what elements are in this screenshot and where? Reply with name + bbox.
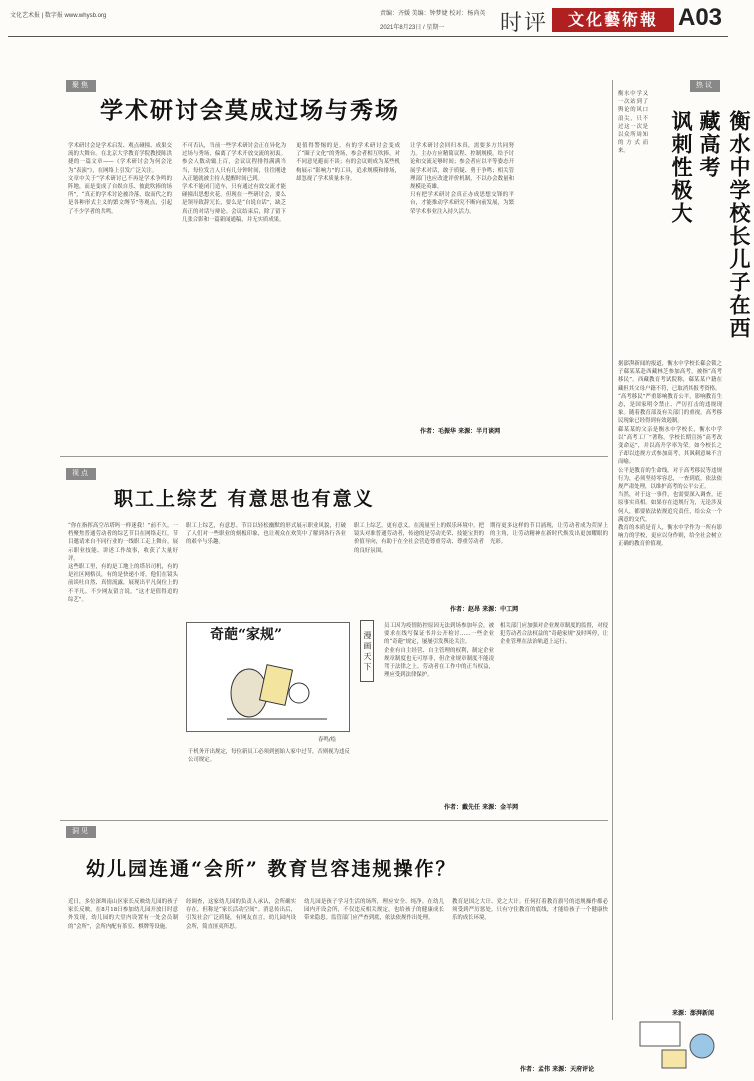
article5-intro bbox=[618, 90, 648, 310]
article1-author: 作者：毛振华 来源：半月谈网 bbox=[420, 428, 501, 435]
article1-headline: 学术研讨会莫成过场与秀场 bbox=[100, 97, 400, 124]
newspaper-logo: 文化藝術報 bbox=[552, 8, 674, 32]
section-tag-view: 视点 bbox=[66, 468, 96, 480]
article1-col4 bbox=[410, 142, 514, 442]
article2-p5: 期待更多这样的节目涌现，让劳动者成为荧屏上的主角，让劳动精神在新时代焕发出更加耀眼的光彩。 bbox=[490, 523, 608, 546]
article4-author: 作者：孟伟 来源：天府评论 bbox=[520, 1066, 595, 1073]
article3-author: 作者：戴先任 来源：金羊网 bbox=[444, 804, 519, 811]
article1-p1: 学术研讨会是学术启发、观点碰撞、成果交流的大舞台。在北京大学教育学院教授陈洪捷的一篇文章——《学术研讨会为何会沦为“表演”》，在网络上引发广泛关注。 bbox=[68, 143, 172, 174]
page-header bbox=[0, 0, 735, 48]
article4-p1: 近日，多位深圳南山区家长反映幼儿园的孩子家长反映，在8月18日参加幼儿园开放日时意外发现，幼儿园的大堂内设置有一处会员制的“会所”，会所内配有茶室、棋牌等设施。 bbox=[68, 899, 178, 930]
article3-col1 bbox=[384, 622, 494, 812]
article4-col1 bbox=[68, 898, 178, 1068]
article5-p6: 当然，对于这一事件，也需要深入调查，还原事实真相。如果存在违规行为，无论涉及何人，都要依法依规追究责任，给公众一个满意的交代。 bbox=[618, 492, 722, 523]
article4-col2 bbox=[186, 898, 296, 1068]
article2-p2: 这些职工里，有的是工地上的塔吊司机，有的是社区网格员，有的是快递小哥。他们在镜头前谈吐自然、真情流露，展现出平凡岗位上的不平凡。不少网友留言说，“这才是值得追的综艺”。 bbox=[68, 564, 178, 603]
cartoon-caption: 千机务开出规定，每位新员工必须到创始人家中过节，否则视为违反公司规定。 bbox=[188, 749, 350, 763]
article5-p3: “高考移民”严重影响教育公平，影响教育生态，是国家明令禁止、严厉打击的违规现象。随着教育部及有关部门的重视，高考移民现象已经得到有效遏制。 bbox=[618, 393, 722, 425]
article2-col2 bbox=[186, 522, 346, 618]
article1-col3 bbox=[296, 142, 400, 442]
article5-p5: 公平是教育的生命线。对于高考移民等违规行为，必须坚持零容忍，一查到底，依法依规严肃处理，以维护高考的公平公正。 bbox=[618, 467, 722, 491]
header-rule bbox=[8, 36, 728, 37]
article4-headline: 幼儿园连通“会所” 教育岂容违规操作？ bbox=[86, 858, 457, 880]
article5-headline bbox=[650, 110, 752, 350]
illustration-sign bbox=[640, 1022, 680, 1046]
article2-p3: 职工上综艺，有意思。节目以轻松幽默的形式展示职业风貌，打破了人们对一些职业的刻板印象，也让观众在欢笑中了解到各行各业的艰辛与乐趣。 bbox=[186, 523, 346, 546]
section-tag-hot: 热议 bbox=[690, 80, 720, 92]
section-tag-focus: 聚焦 bbox=[66, 80, 96, 92]
article5-p2: 据澎湃新闻的报道，衡水中学校长郗会锁之子郗某某赴西藏林芝参加高考，被指“高考移民”。西藏教育考试院称，郗某某户籍在藏但其父母户籍不符，已取消其报考资格。 bbox=[618, 361, 722, 392]
article3-p2: 企业有自主经营、自主管理的权利，制定企业规章制度也无可厚非，但企业规章制度不能凌驾于法律之上。劳动者在工作中的正当权益，理应受到法律保护。 bbox=[384, 647, 494, 679]
article2-col4 bbox=[490, 522, 608, 602]
article4-col3 bbox=[304, 898, 444, 1068]
article2-author: 作者：赵昂 来源：中工网 bbox=[450, 606, 519, 613]
article5-author: 来源：澎湃新闻 bbox=[672, 1010, 715, 1017]
article4-p4: 教育是国之大计、党之大计。任何打着教育旗号的违规操作都必须受到严厉惩处。只有守住教育的底线，才能给孩子一个健康快乐的成长环境。 bbox=[452, 899, 608, 922]
article5-p4: 郗某某的父亲是衡水中学校长，衡水中学以“高考工厂”著称，学校长期宣扬“高考改变命运”，并以高升学率为荣。如今校长之子却以违规方式参加高考，其讽刺意味不言而喻。 bbox=[618, 426, 722, 466]
section-divider-2 bbox=[60, 820, 608, 821]
article2-col1 bbox=[68, 522, 178, 862]
article1-p7: 只有把学术研讨会真正办成思想交锋的平台，才能推动学术研究不断向前发展，为繁荣学术事业注入持久活力。 bbox=[410, 192, 514, 215]
article3-p3: 相关部门应加强对企业规章制度的监督，对侵犯劳动者合法权益的“奇葩家规”及时叫停，让企业管理在法治轨道上运行。 bbox=[500, 623, 608, 646]
section-divider-1 bbox=[60, 456, 608, 457]
issue-date: 2021年8月23日 / 星期一 bbox=[380, 25, 445, 31]
column-divider bbox=[612, 80, 613, 1020]
cartoon-sign bbox=[260, 665, 293, 706]
article5-p1: 衡水中学又一次站到了舆论的风口浪尖，只不过这一次是以众所周知的方式而来。 bbox=[618, 91, 648, 155]
article3-p1: 员工因为疫情防控原因无法到场参加年会，被要求在线写保证书并公开检讨……一些企业的“奇葩”规定，屡屡引发舆论关注。 bbox=[384, 623, 494, 646]
site-info: 文化艺术报 | 数字报 www.whysb.org bbox=[10, 13, 107, 19]
article2-p1: “你在指挥高空吊塔吗一样迷我！”前不久，一档聚焦普通劳动者的综艺节目在网络走红，节目邀请来自不同行业的一线职工走上舞台，展示职业技能、讲述工作故事，收获了大量好评。 bbox=[68, 523, 178, 562]
article1-p2: 文章中关于“学术研讨已不再是学术争鸣的阵地，而是变成了自娱自乐、彼此吹捧的场所”，“真正的学术讨论被冷落，取而代之的是各种形式主义的繁文缛节”等观点，引起了不少学者的共鸣。 bbox=[68, 175, 172, 215]
article1-col1 bbox=[68, 142, 172, 442]
illustration-figure bbox=[690, 1034, 714, 1058]
article1-col2 bbox=[182, 142, 286, 442]
illustration-box bbox=[662, 1050, 686, 1068]
article2-headline: 职工上综艺 有意思也有意义 bbox=[114, 488, 375, 510]
article1-p3: 不可否认，当前一些学术研讨会正在异化为过场与秀场，偏离了学术开放交流的初衷。参会人数动辄上百，会议议程排得满满当当，每位发言人只有几分钟时间，往往刚进入正题就被主持人提醒时间已到。 bbox=[182, 143, 286, 182]
editors-line: 责编：齐媛 美编：钟梦婕 校对：杨尚英 bbox=[380, 11, 486, 17]
article4-p2: 经调查，这家幼儿园的负责人承认，会所确实存在，但称是“家长活动空间”。消息传出后，引发社会广泛质疑，有网友直言，幼儿园内设会所，简直匪夷所思。 bbox=[186, 899, 296, 930]
article4-col4 bbox=[452, 898, 608, 1048]
cartoon-face bbox=[289, 683, 309, 703]
section-tag-insight: 洞见 bbox=[66, 826, 96, 838]
article3-col2 bbox=[500, 622, 608, 782]
article2-p4: 职工上综艺，更有意义。在流量至上的娱乐环境中，把镜头对准普通劳动者，传递的是劳动光荣、技能宝贵的价值导向，有助于在全社会营造尊重劳动、尊重劳动者的良好氛围。 bbox=[354, 523, 484, 554]
section-tag-cartoon-world: 漫 画 天 下 bbox=[360, 620, 374, 682]
article1-p5: 更值得警惕的是，有的学术研讨会变成了“圈子文化”的秀场，参会者相互吹捧，对不同意见避而不谈；有的会议则成为某些机构展示“影响力”的工具，追求规模和排场，却忽视了学术质量本身。 bbox=[296, 143, 400, 182]
article5-p7: 教育的本质是育人，衡水中学作为一所有影响力的学校，更应以身作则，给全社会树立正确的教育价值观。 bbox=[618, 525, 722, 548]
article4-p3: 幼儿园是孩子学习生活的场所，理应安全、纯净。在幼儿园内开设会所，不仅违反相关规定，也给孩子的健康成长带来隐患。监管部门应严查到底，依法依规作出处理。 bbox=[304, 899, 444, 922]
article5-body bbox=[618, 360, 722, 1010]
cartoon-artist: 春鸣/绘 bbox=[318, 737, 336, 743]
article1-p6: 让学术研讨会回归本真，需要多方共同努力。主办方应精简议程、控制规模，给予讨论和交流足够时间；参会者应以平等姿态开展学术对话，敢于质疑、勇于争鸣；相关管理部门也应改进评价机制，不以办会数量和规模论英雄。 bbox=[410, 143, 514, 191]
article5-headline-line2: 讽刺性极大 bbox=[669, 110, 694, 225]
cartoon-title: 奇葩“家规” bbox=[210, 627, 283, 643]
article5-headline-line1: 衡水中学校长儿子在西藏高考 bbox=[697, 110, 752, 340]
page-number: A03 bbox=[678, 4, 723, 31]
column-name: 时评 bbox=[500, 11, 549, 36]
gaokao-illustration bbox=[636, 1016, 722, 1076]
article1-p4: 学术不能闭门造车，只有通过有效交流才能碰撞出思想火花。但现在一些研讨会，要么是领导致辞冗长，要么是“自说自话”，缺乏真正的对话与辩论。会议结束后，除了留下几张合影和一篇新闻通稿，并无实质成果。 bbox=[182, 184, 286, 223]
